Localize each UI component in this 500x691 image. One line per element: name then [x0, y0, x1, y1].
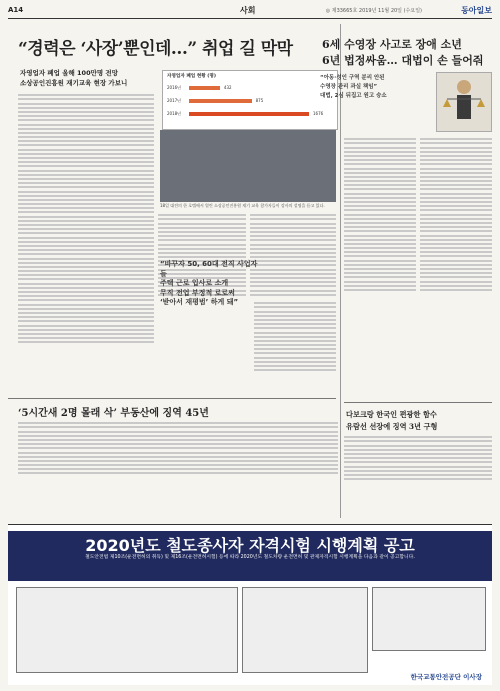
- article2-body-col1: [344, 136, 416, 396]
- ad-title: 2020년도 철도종사자 자격시험 시행계획 공고: [85, 536, 415, 555]
- chart-bar: [189, 112, 309, 116]
- chart-title: 자영업자 폐업 현황 (명): [167, 74, 216, 79]
- chart-value-label: 432: [223, 85, 232, 90]
- ad-table-middle: [242, 587, 368, 673]
- article2-body-col2: [420, 136, 492, 396]
- article1-body-col4: [254, 300, 336, 420]
- article2-headline-1: 6세 수영장 사고로 장애 소년: [322, 38, 462, 51]
- article1-subhead-2: 소상공인진흥원 재기교육 현장 가보니: [20, 79, 128, 87]
- railway-exam-ad: [8, 524, 492, 685]
- section-name: 사회: [240, 6, 256, 15]
- article2-quote: “아동·성인 구역 분리 안된 수영장 관리 과실 책임” 대법, 2심 뒤집고 원고 승소: [320, 75, 387, 99]
- seminar-photo: [160, 130, 336, 202]
- article2-headline-2: 6년 법정싸움… 대법이 손 들어줘: [322, 54, 484, 67]
- article1-headline: “경력은 ‘사장’뿐인데…” 취업 길 막막: [18, 39, 293, 59]
- article4-body: [344, 434, 492, 518]
- newspaper-logo: 동아일보: [461, 5, 492, 15]
- chart-category-label: 2016년: [167, 85, 182, 90]
- middle-quote: “바꾸자 50, 60대 전직 사업자들 주택 근로 입사로 소개 무직 전업 부정적 로로써 ‘받아서 재평범’ 하게 돼”: [160, 260, 258, 306]
- closure-chart: [162, 70, 338, 130]
- seminar-photo-caption: 18일 대전의 한 호텔에서 열린 소상공인진흥원 재기 교육 참가자들이 강사의 설명을 듣고 있다.: [160, 203, 325, 208]
- article1-subhead-1: 자영업자 폐업 올해 100만명 전망: [20, 69, 118, 77]
- article4-headline-1: 다보크랑 한국인 편광한 함수: [346, 410, 437, 419]
- page-header: [8, 4, 492, 19]
- chart-value-label: 875: [255, 98, 264, 103]
- chart-value-label: 1676: [313, 111, 324, 116]
- ad-table-left: [16, 587, 238, 673]
- ad-table-right: [372, 587, 486, 651]
- article4-headline-2: 유람선 선장에 징역 3년 구형: [346, 422, 438, 431]
- chart-category-label: 2017년: [167, 98, 182, 103]
- justice-illustration: [436, 72, 492, 132]
- ad-intro: 철도안전법 제10조(운전면허의 취득) 및 제16조(운전면허시험) 등에 따라 2020년도 철도차량 운전면허 및 관제자격시험 시행계획을 다음과 같이 공고합니다.: [85, 555, 415, 560]
- ad-issuer: 한국교통안전공단 이사장: [410, 673, 482, 681]
- chart-bar: [189, 99, 252, 103]
- issue-date: ◎ 제33665호 2019년 11월 20일 (수요일): [325, 8, 422, 14]
- article3-body: [18, 420, 338, 516]
- chart-category-label: 2018년: [167, 111, 182, 116]
- chart-bar: [189, 86, 220, 90]
- article3-headline: ‘5시간새 2명 몰래 삭’ 부동산에 징역 45년: [18, 408, 209, 419]
- page-number: A14: [8, 6, 24, 14]
